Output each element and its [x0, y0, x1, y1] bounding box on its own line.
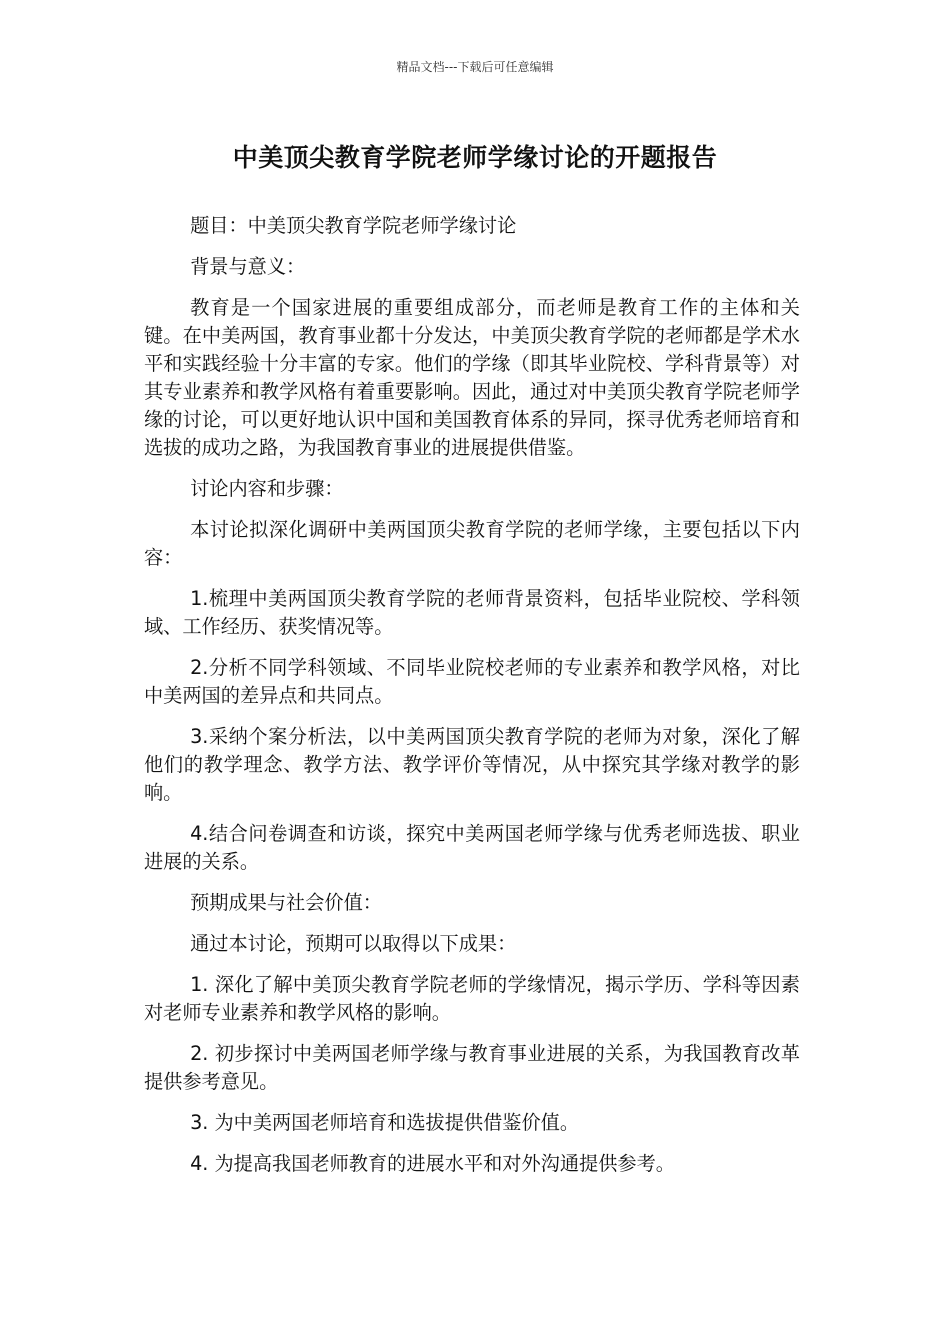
paragraph-result-item-2: 2. 初步探讨中美两国老师学缘与教育事业进展的关系，为我国教育改革提供参考意见。	[144, 1042, 800, 1093]
paragraph-results-heading: 预期成果与社会价值：	[190, 891, 382, 914]
paragraph-content-item-3: 3.采纳个案分析法，以中美两国顶尖教育学院的老师为对象，深化了解他们的教学理念、教学方法、教学评价等情况，从中探究其学缘对教学的影响。	[144, 725, 800, 804]
document-body	[144, 212, 800, 1191]
paragraph-background: 教育是一个国家进展的重要组成部分，而老师是教育工作的主体和关键。在中美两国，教育事业都十分发达，中美顶尖教育学院的老师都是学术水平和实践经验十分丰富的专家。他们的学缘（即其毕业院校、学科背景等）对其专业素养和教学风格有着重要影响。因此，通过对中美顶尖教育学院老师学缘的讨论，可以更好地认识中国和美国教育体系的异同，探寻优秀老师培育和选拔的成功之路，为我国教育事业的进展提供借鉴。	[144, 296, 800, 459]
paragraph-content-item-1: 1.梳理中美两国顶尖教育学院的老师背景资料，包括毕业院校、学科领域、工作经历、获奖情况等。	[144, 587, 800, 638]
paragraph-content-intro: 本讨论拟深化调研中美两国顶尖教育学院的老师学缘，主要包括以下内容：	[144, 518, 800, 569]
paragraph-result-item-4: 4. 为提高我国老师教育的进展水平和对外沟通提供参考。	[190, 1152, 675, 1175]
header-note: 精品文档---下载后可任意编辑	[396, 60, 554, 74]
document-title: 中美顶尖教育学院老师学缘讨论的开题报告	[232, 143, 718, 172]
paragraph-result-item-1: 1. 深化了解中美顶尖教育学院老师的学缘情况，揭示学历、学科等因素对老师专业素养和教学风格的影响。	[144, 973, 800, 1024]
paragraph-content-heading: 讨论内容和步骤：	[190, 477, 344, 500]
paragraph-content-item-2: 2.分析不同学科领域、不同毕业院校老师的专业素养和教学风格，对比中美两国的差异点和共同点。	[144, 656, 800, 707]
paragraph-topic: 题目：中美顶尖教育学院老师学缘讨论	[190, 214, 517, 237]
paragraph-results-intro: 通过本讨论，预期可以取得以下成果：	[190, 932, 517, 955]
paragraph-background-heading: 背景与意义：	[190, 255, 306, 278]
paragraph-content-item-4: 4.结合问卷调查和访谈，探究中美两国老师学缘与优秀老师选拔、职业进展的关系。	[144, 822, 800, 873]
paragraph-result-item-3: 3. 为中美两国老师培育和选拔提供借鉴价值。	[190, 1111, 580, 1134]
